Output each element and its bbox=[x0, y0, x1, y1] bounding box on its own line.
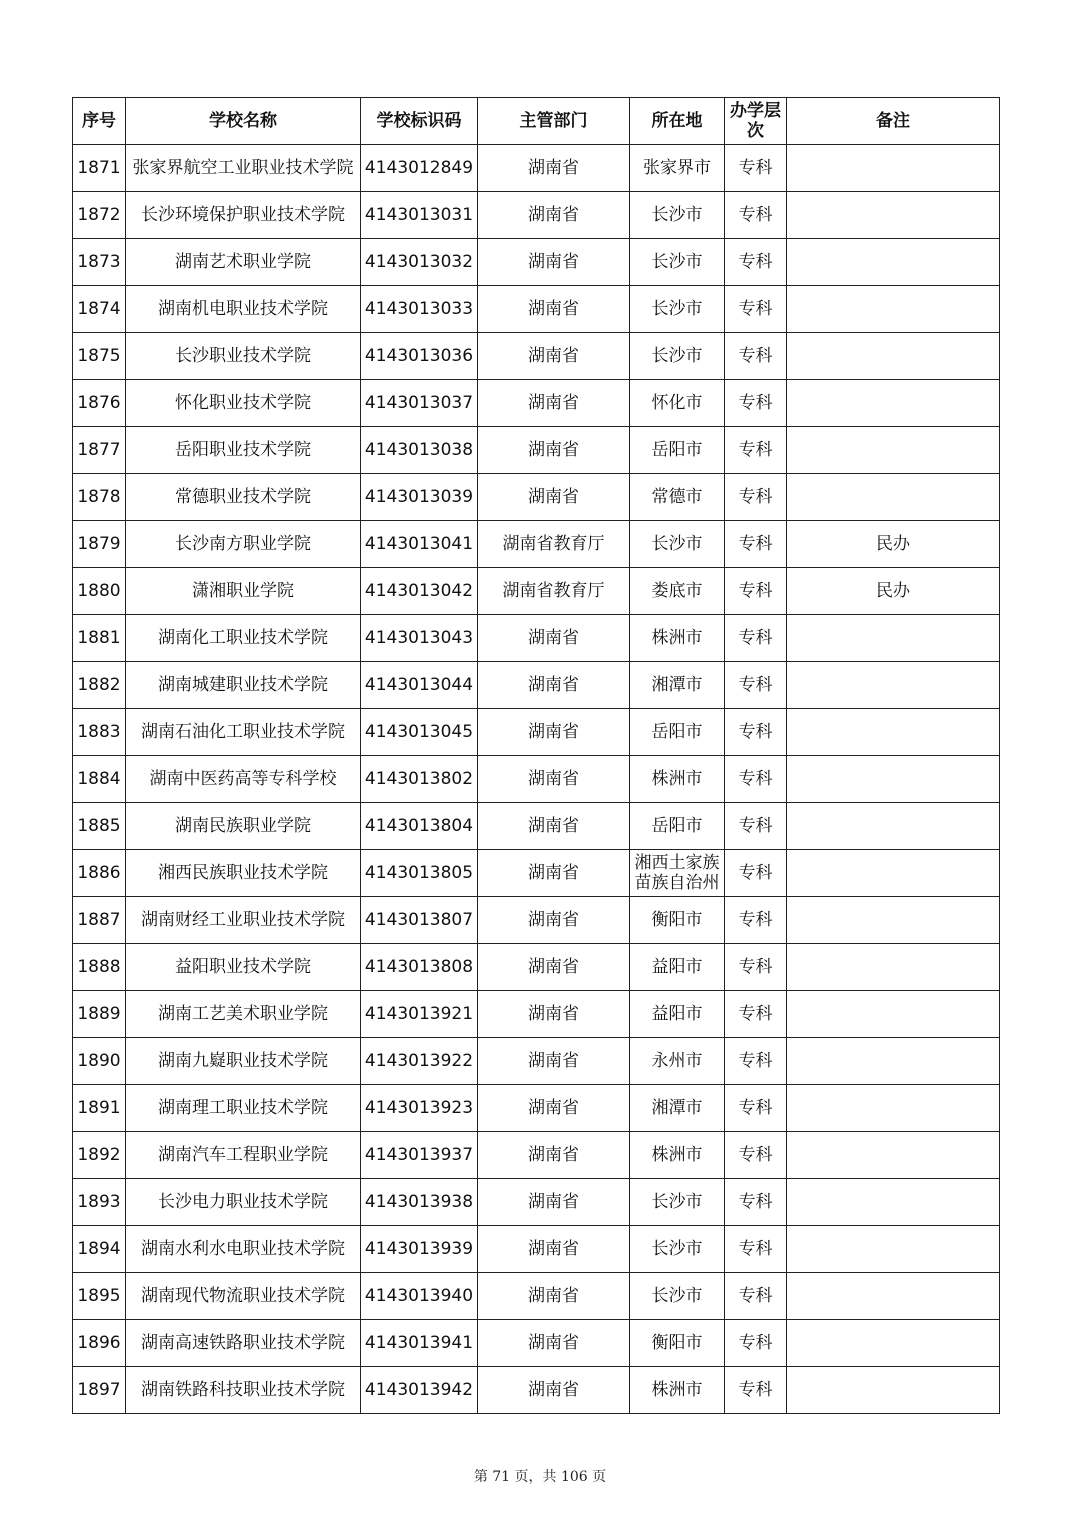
cell-remark bbox=[787, 474, 1000, 521]
cell-department: 湖南省 bbox=[478, 333, 630, 380]
cell-school-code: 4143013923 bbox=[361, 1085, 478, 1132]
cell-school-code: 4143013939 bbox=[361, 1226, 478, 1273]
cell-level: 专科 bbox=[725, 380, 787, 427]
table-row bbox=[73, 944, 1000, 991]
cell-index: 1884 bbox=[73, 756, 126, 803]
table-row bbox=[73, 380, 1000, 427]
cell-school-name: 湖南铁路科技职业技术学院 bbox=[126, 1367, 361, 1414]
page-footer: 第 71 页，共 106 页 bbox=[473, 1469, 607, 1485]
cell-department: 湖南省教育厅 bbox=[478, 568, 630, 615]
cell-remark bbox=[787, 239, 1000, 286]
table-row bbox=[73, 1132, 1000, 1179]
table-row bbox=[73, 286, 1000, 333]
table-row bbox=[73, 1038, 1000, 1085]
header-location: 所在地 bbox=[630, 98, 725, 145]
cell-index: 1891 bbox=[73, 1085, 126, 1132]
cell-index: 1878 bbox=[73, 474, 126, 521]
cell-location: 长沙市 bbox=[630, 333, 725, 380]
cell-index: 1877 bbox=[73, 427, 126, 474]
cell-remark bbox=[787, 756, 1000, 803]
cell-level: 专科 bbox=[725, 192, 787, 239]
cell-remark bbox=[787, 897, 1000, 944]
cell-location: 岳阳市 bbox=[630, 803, 725, 850]
cell-level: 专科 bbox=[725, 1320, 787, 1367]
school-table bbox=[72, 97, 1000, 1414]
cell-level: 专科 bbox=[725, 662, 787, 709]
cell-location: 株洲市 bbox=[630, 1132, 725, 1179]
cell-school-code: 4143013942 bbox=[361, 1367, 478, 1414]
cell-level: 专科 bbox=[725, 1038, 787, 1085]
table-row bbox=[73, 145, 1000, 192]
cell-remark bbox=[787, 286, 1000, 333]
cell-index: 1871 bbox=[73, 145, 126, 192]
cell-remark bbox=[787, 1320, 1000, 1367]
cell-school-code: 4143013802 bbox=[361, 756, 478, 803]
cell-remark bbox=[787, 333, 1000, 380]
cell-department: 湖南省 bbox=[478, 803, 630, 850]
cell-location: 长沙市 bbox=[630, 1226, 725, 1273]
header-remark: 备注 bbox=[787, 98, 1000, 145]
cell-level: 专科 bbox=[725, 1367, 787, 1414]
cell-department: 湖南省 bbox=[478, 239, 630, 286]
cell-school-code: 4143013041 bbox=[361, 521, 478, 568]
cell-location: 湘潭市 bbox=[630, 662, 725, 709]
cell-location: 常德市 bbox=[630, 474, 725, 521]
table-row bbox=[73, 991, 1000, 1038]
cell-school-code: 4143013938 bbox=[361, 1179, 478, 1226]
cell-location: 长沙市 bbox=[630, 521, 725, 568]
cell-level: 专科 bbox=[725, 709, 787, 756]
cell-remark bbox=[787, 1367, 1000, 1414]
cell-school-name: 潇湘职业学院 bbox=[126, 568, 361, 615]
cell-index: 1874 bbox=[73, 286, 126, 333]
cell-location: 长沙市 bbox=[630, 192, 725, 239]
cell-department: 湖南省 bbox=[478, 286, 630, 333]
cell-location: 永州市 bbox=[630, 1038, 725, 1085]
cell-index: 1889 bbox=[73, 991, 126, 1038]
cell-department: 湖南省 bbox=[478, 474, 630, 521]
cell-department: 湖南省 bbox=[478, 380, 630, 427]
cell-index: 1897 bbox=[73, 1367, 126, 1414]
cell-level: 专科 bbox=[725, 333, 787, 380]
cell-location: 湘潭市 bbox=[630, 1085, 725, 1132]
cell-index: 1881 bbox=[73, 615, 126, 662]
table-header-row bbox=[73, 98, 1000, 145]
header-level: 办学层次 bbox=[725, 98, 787, 145]
table-row bbox=[73, 192, 1000, 239]
table-row bbox=[73, 1085, 1000, 1132]
table-row bbox=[73, 850, 1000, 897]
cell-level: 专科 bbox=[725, 615, 787, 662]
table-row bbox=[73, 333, 1000, 380]
cell-school-code: 4143012849 bbox=[361, 145, 478, 192]
cell-location: 岳阳市 bbox=[630, 427, 725, 474]
cell-index: 1879 bbox=[73, 521, 126, 568]
cell-location: 长沙市 bbox=[630, 1179, 725, 1226]
cell-school-name: 长沙环境保护职业技术学院 bbox=[126, 192, 361, 239]
cell-index: 1876 bbox=[73, 380, 126, 427]
table-row bbox=[73, 427, 1000, 474]
table-body bbox=[73, 145, 1000, 1414]
cell-level: 专科 bbox=[725, 568, 787, 615]
cell-level: 专科 bbox=[725, 239, 787, 286]
cell-school-name: 湖南九嶷职业技术学院 bbox=[126, 1038, 361, 1085]
table-row bbox=[73, 803, 1000, 850]
cell-school-name: 湖南现代物流职业技术学院 bbox=[126, 1273, 361, 1320]
cell-department: 湖南省 bbox=[478, 1038, 630, 1085]
cell-school-name: 益阳职业技术学院 bbox=[126, 944, 361, 991]
cell-location: 长沙市 bbox=[630, 239, 725, 286]
cell-location: 岳阳市 bbox=[630, 709, 725, 756]
cell-location: 湘西土家族苗族自治州 bbox=[630, 850, 725, 897]
cell-index: 1885 bbox=[73, 803, 126, 850]
cell-level: 专科 bbox=[725, 1226, 787, 1273]
cell-remark bbox=[787, 1226, 1000, 1273]
cell-school-code: 4143013804 bbox=[361, 803, 478, 850]
cell-department: 湖南省 bbox=[478, 1179, 630, 1226]
cell-remark bbox=[787, 615, 1000, 662]
cell-remark bbox=[787, 1085, 1000, 1132]
cell-school-name: 长沙职业技术学院 bbox=[126, 333, 361, 380]
header-department: 主管部门 bbox=[478, 98, 630, 145]
cell-remark bbox=[787, 803, 1000, 850]
cell-department: 湖南省 bbox=[478, 1085, 630, 1132]
table-row bbox=[73, 1367, 1000, 1414]
cell-school-code: 4143013037 bbox=[361, 380, 478, 427]
table-row bbox=[73, 662, 1000, 709]
cell-level: 专科 bbox=[725, 1132, 787, 1179]
cell-location: 张家界市 bbox=[630, 145, 725, 192]
cell-location: 衡阳市 bbox=[630, 897, 725, 944]
cell-location: 娄底市 bbox=[630, 568, 725, 615]
cell-department: 湖南省 bbox=[478, 991, 630, 1038]
cell-index: 1888 bbox=[73, 944, 126, 991]
cell-department: 湖南省 bbox=[478, 192, 630, 239]
table-row bbox=[73, 756, 1000, 803]
cell-department: 湖南省 bbox=[478, 897, 630, 944]
cell-index: 1886 bbox=[73, 850, 126, 897]
cell-location: 株洲市 bbox=[630, 615, 725, 662]
cell-location: 衡阳市 bbox=[630, 1320, 725, 1367]
cell-index: 1887 bbox=[73, 897, 126, 944]
header-index: 序号 bbox=[73, 98, 126, 145]
cell-department: 湖南省 bbox=[478, 850, 630, 897]
cell-level: 专科 bbox=[725, 991, 787, 1038]
table-row bbox=[73, 521, 1000, 568]
cell-level: 专科 bbox=[725, 1179, 787, 1226]
cell-school-code: 4143013808 bbox=[361, 944, 478, 991]
cell-school-name: 湖南机电职业技术学院 bbox=[126, 286, 361, 333]
cell-school-name: 湖南高速铁路职业技术学院 bbox=[126, 1320, 361, 1367]
cell-school-name: 湖南工艺美术职业学院 bbox=[126, 991, 361, 1038]
table-row bbox=[73, 1273, 1000, 1320]
cell-school-code: 4143013032 bbox=[361, 239, 478, 286]
cell-remark bbox=[787, 709, 1000, 756]
cell-level: 专科 bbox=[725, 145, 787, 192]
cell-school-name: 长沙南方职业学院 bbox=[126, 521, 361, 568]
cell-department: 湖南省 bbox=[478, 1132, 630, 1179]
table-row bbox=[73, 239, 1000, 286]
cell-level: 专科 bbox=[725, 427, 787, 474]
cell-remark: 民办 bbox=[787, 521, 1000, 568]
cell-remark bbox=[787, 1132, 1000, 1179]
cell-school-name: 湖南石油化工职业技术学院 bbox=[126, 709, 361, 756]
cell-index: 1896 bbox=[73, 1320, 126, 1367]
cell-level: 专科 bbox=[725, 756, 787, 803]
cell-location: 益阳市 bbox=[630, 991, 725, 1038]
cell-school-name: 湖南化工职业技术学院 bbox=[126, 615, 361, 662]
cell-department: 湖南省 bbox=[478, 662, 630, 709]
cell-school-code: 4143013038 bbox=[361, 427, 478, 474]
table-row bbox=[73, 1179, 1000, 1226]
table-row bbox=[73, 615, 1000, 662]
table-row bbox=[73, 1226, 1000, 1273]
cell-index: 1892 bbox=[73, 1132, 126, 1179]
cell-school-code: 4143013042 bbox=[361, 568, 478, 615]
cell-level: 专科 bbox=[725, 286, 787, 333]
cell-remark bbox=[787, 192, 1000, 239]
cell-department: 湖南省 bbox=[478, 145, 630, 192]
cell-school-name: 湖南中医药高等专科学校 bbox=[126, 756, 361, 803]
cell-school-name: 湖南财经工业职业技术学院 bbox=[126, 897, 361, 944]
cell-level: 专科 bbox=[725, 521, 787, 568]
table-row bbox=[73, 709, 1000, 756]
cell-remark bbox=[787, 850, 1000, 897]
cell-level: 专科 bbox=[725, 850, 787, 897]
cell-school-code: 4143013039 bbox=[361, 474, 478, 521]
cell-school-code: 4143013940 bbox=[361, 1273, 478, 1320]
cell-school-code: 4143013031 bbox=[361, 192, 478, 239]
cell-remark bbox=[787, 1179, 1000, 1226]
cell-school-code: 4143013922 bbox=[361, 1038, 478, 1085]
table-row bbox=[73, 474, 1000, 521]
cell-school-code: 4143013807 bbox=[361, 897, 478, 944]
cell-remark bbox=[787, 991, 1000, 1038]
cell-department: 湖南省 bbox=[478, 615, 630, 662]
cell-index: 1873 bbox=[73, 239, 126, 286]
cell-level: 专科 bbox=[725, 474, 787, 521]
cell-remark bbox=[787, 944, 1000, 991]
cell-remark bbox=[787, 1038, 1000, 1085]
cell-index: 1872 bbox=[73, 192, 126, 239]
cell-remark: 民办 bbox=[787, 568, 1000, 615]
cell-level: 专科 bbox=[725, 897, 787, 944]
cell-school-code: 4143013921 bbox=[361, 991, 478, 1038]
cell-location: 株洲市 bbox=[630, 1367, 725, 1414]
cell-school-name: 湖南汽车工程职业学院 bbox=[126, 1132, 361, 1179]
cell-school-name: 长沙电力职业技术学院 bbox=[126, 1179, 361, 1226]
cell-index: 1894 bbox=[73, 1226, 126, 1273]
cell-index: 1882 bbox=[73, 662, 126, 709]
cell-department: 湖南省 bbox=[478, 1273, 630, 1320]
cell-school-name: 湖南水利水电职业技术学院 bbox=[126, 1226, 361, 1273]
cell-school-code: 4143013044 bbox=[361, 662, 478, 709]
cell-school-code: 4143013805 bbox=[361, 850, 478, 897]
cell-department: 湖南省 bbox=[478, 709, 630, 756]
cell-level: 专科 bbox=[725, 1085, 787, 1132]
cell-index: 1890 bbox=[73, 1038, 126, 1085]
table-row bbox=[73, 897, 1000, 944]
cell-remark bbox=[787, 427, 1000, 474]
table-row bbox=[73, 568, 1000, 615]
cell-department: 湖南省 bbox=[478, 944, 630, 991]
cell-school-code: 4143013043 bbox=[361, 615, 478, 662]
cell-remark bbox=[787, 662, 1000, 709]
cell-level: 专科 bbox=[725, 944, 787, 991]
cell-department: 湖南省 bbox=[478, 1320, 630, 1367]
cell-location: 长沙市 bbox=[630, 1273, 725, 1320]
cell-department: 湖南省 bbox=[478, 756, 630, 803]
cell-school-name: 湖南艺术职业学院 bbox=[126, 239, 361, 286]
cell-department: 湖南省 bbox=[478, 1367, 630, 1414]
cell-department: 湖南省 bbox=[478, 427, 630, 474]
cell-location: 株洲市 bbox=[630, 756, 725, 803]
cell-location: 怀化市 bbox=[630, 380, 725, 427]
cell-index: 1895 bbox=[73, 1273, 126, 1320]
cell-school-name: 张家界航空工业职业技术学院 bbox=[126, 145, 361, 192]
table-row bbox=[73, 1320, 1000, 1367]
cell-department: 湖南省教育厅 bbox=[478, 521, 630, 568]
cell-remark bbox=[787, 1273, 1000, 1320]
cell-remark bbox=[787, 380, 1000, 427]
cell-index: 1880 bbox=[73, 568, 126, 615]
cell-index: 1883 bbox=[73, 709, 126, 756]
cell-index: 1893 bbox=[73, 1179, 126, 1226]
cell-location: 长沙市 bbox=[630, 286, 725, 333]
cell-school-code: 4143013941 bbox=[361, 1320, 478, 1367]
cell-school-name: 湖南城建职业技术学院 bbox=[126, 662, 361, 709]
cell-school-name: 湘西民族职业技术学院 bbox=[126, 850, 361, 897]
cell-school-code: 4143013045 bbox=[361, 709, 478, 756]
cell-school-name: 湖南理工职业技术学院 bbox=[126, 1085, 361, 1132]
cell-remark bbox=[787, 145, 1000, 192]
header-school-name: 学校名称 bbox=[126, 98, 361, 145]
cell-school-name: 岳阳职业技术学院 bbox=[126, 427, 361, 474]
cell-school-code: 4143013937 bbox=[361, 1132, 478, 1179]
cell-level: 专科 bbox=[725, 803, 787, 850]
cell-school-code: 4143013033 bbox=[361, 286, 478, 333]
cell-school-name: 常德职业技术学院 bbox=[126, 474, 361, 521]
header-school-code: 学校标识码 bbox=[361, 98, 478, 145]
cell-school-code: 4143013036 bbox=[361, 333, 478, 380]
cell-school-name: 怀化职业技术学院 bbox=[126, 380, 361, 427]
cell-location: 益阳市 bbox=[630, 944, 725, 991]
cell-index: 1875 bbox=[73, 333, 126, 380]
cell-school-name: 湖南民族职业学院 bbox=[126, 803, 361, 850]
cell-level: 专科 bbox=[725, 1273, 787, 1320]
cell-department: 湖南省 bbox=[478, 1226, 630, 1273]
